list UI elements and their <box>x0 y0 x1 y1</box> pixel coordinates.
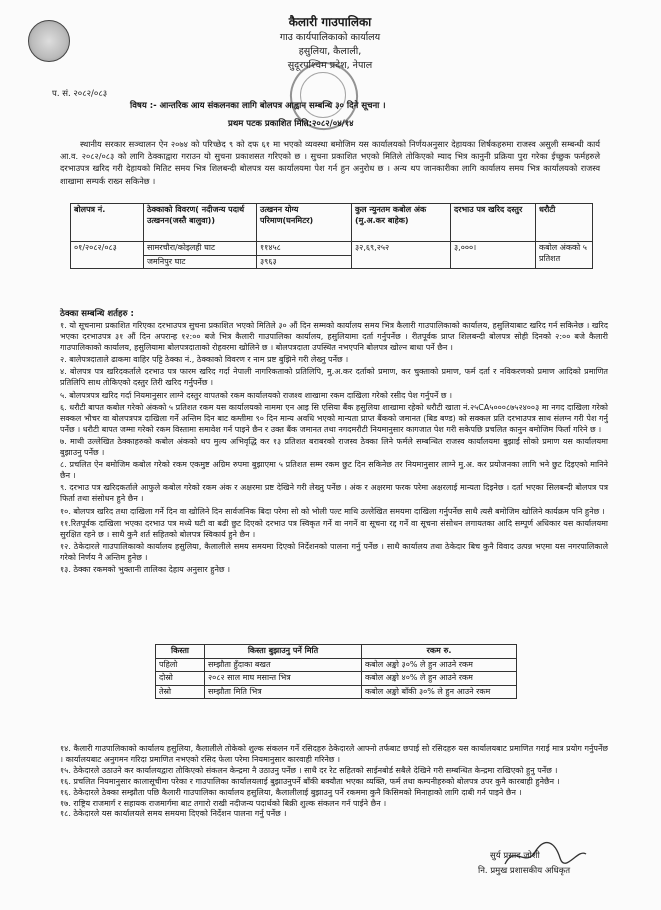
table-row <box>156 658 517 672</box>
header-cell: किस्ता <box>156 645 205 659</box>
installment-table-header <box>156 645 517 659</box>
condition-item: ४. बोलपत्र पत्र खरिदकर्ताले दरभाउ पत्र फारम खरिद गर्दा नेपाली नागरिकताको प्रतिलिपि, मु.अ.कर दर्ताको प्रमाण, कर चुक्ताको प्रमाण, फर्म दर्ता र नविकरणको प्रमाण आदिको प्रमाणित प्रतिलिपि साथ तोकिएको दस्तुर तिरी खरिद गर्नुपर्नेछ । <box>60 367 608 388</box>
header-cell: कुल न्युनतम कबोल अंक (मु.अ.कर बाहेक) <box>352 204 451 242</box>
office-name: गाउ कार्यपालिकाको कार्यालय <box>279 32 381 43</box>
condition-item: १. यो सूचनामा प्रकाशित गरिएका दरभाउपत्र सुचना प्रकाशित भएको मितिले ३० औं दिन सम्मको कार्यालय समय भित्र कैलारी गाउपालिकाको कार्यालय, हसुलियाबाट खरिद गर्न सकिनेछ । खरिद भएका दरभाउपत्र ३१ औं दिन अपरान्ह १२:०० बजे भित्र कैलारी गाउपालिका कार्यालय, हसुलियामा दर्ता गर्नुपर्नेछ । रीतपूर्वक प्राप्त शिलबन्दी बोलपत्र सोही दिनको २:०० बजे कैलारी गाउपालिकाको कार्यालय, हसुलियामा बोलपत्रदाताको रोहवरमा खोलिने छ । बोलपत्रदाता उपस्थित नभएपनि बोलपत्र खोल्न बाधा पर्ने छैन । <box>60 321 608 353</box>
date-cell: सम्झौता हुँदाका बखत <box>205 658 362 672</box>
condition-item: १८. ठेकेदारले यस कार्यालयले समय समयमा दिएको निर्देशन पालना गर्नु पर्नेछ । <box>60 809 287 819</box>
address-line-2: सुदूरपश्चिम प्रदेश, नेपाल <box>287 60 373 71</box>
table-row <box>71 242 593 256</box>
reference-number: प. सं. २०८२/०८३ <box>52 89 108 99</box>
conditions-heading: ठेक्का सम्बन्धि शर्तहरु : <box>60 309 134 319</box>
amount-cell: कबोल अङ्को ४०% ले हुन आउने रकम <box>362 672 517 686</box>
condition-item: ६. धरौटी बापत कबोल गरेको अंकको ५ प्रतिशत रकम यस कार्यालयको नाममा एन आइ सि एसिया बैंक हसुलिया शाखामा रहेको धरौटी खाता नं.२५CA५०००८७५२४००३ मा नगद दाखिला गरेको सक्कल भौचर वा बोलपत्रपत्र दाखिला गर्ने अन्तिम दिन बाट कम्तीमा ९० दिन मान्य अवधि भएको मान्यता प्राप्त बैंकको जमानत (बिड बण्ड) को सक्कल प्रति दरभाउपत्र साथ संलग्न गरी पेश गर्नु पर्नेछ । धरौटी बापत जम्मा गरेको रकम विस्तामा समावेश गर्न पाइने छैन र उक्त बैंक जमानत तथा नगदमरौटी नियमानुसार कागजात पेश गरी सकेपछि प्रचलित कानुन बमोजिम फिर्ता गरिने छ । <box>60 402 608 434</box>
bid-table-header <box>71 204 593 242</box>
header-cell: रकम रु. <box>362 645 517 659</box>
header-cell: दरभाउ पत्र खरिद दस्तुर <box>451 204 536 242</box>
amount-cell: कबोल अङ्को बाँकी ३०% ले हुन आउने रकम <box>362 685 517 699</box>
site-cell: सामरचौरा/कोइलही घाट <box>144 242 257 256</box>
condition-item: ५. बोलपत्रपत्र खरिद गर्दा नियमानुसार लाग्ने दस्तुर वापतको रकम कार्यालयको राजश्व शाखामा रकम दाखिला गरेको रसीद पेश गर्नुपर्ने छ । <box>60 390 453 400</box>
condition-item: १४. कैलारी गाउपालिकाको कार्यालय हसुलिया, कैलालीले तोकेको शुल्क संकलन गर्ने रसिदहरु ठेकेदारले आफ्नो तर्फबाट छपाई सो रसिदहरु यस कार्यालयबाट प्रमाणित गराई मात्र प्रयोग गर्नुपर्नेछ । कार्यालयबाट अनुगमन गरिदा प्रमाणित नभएको रसिद फेला परेमा नियमानुसार कारवाही गरिनेछ । <box>60 744 608 764</box>
publication-date: प्रथम पटक प्रकाशित मिति:२०८२/०४/१४ <box>228 119 354 129</box>
header-cell: ठेक्काको विवरण( नदीजन्य पदार्थ उत्खनन(जस्तै बालुवा)) <box>144 204 257 242</box>
table-row <box>156 685 517 699</box>
condition-item: १७. राष्ट्रिय राजमार्ग र सहायक राजमार्गमा बाट तगारो राखी नदीजन्य पदार्थको बिक्री शुल्क संकलन गर्न पाईने छैन । <box>60 798 387 808</box>
site-cell: जमनिपुर घाट <box>144 255 257 269</box>
installment-cell: पहिलो <box>156 658 205 672</box>
conditions-list <box>60 320 608 576</box>
installment-table <box>155 644 517 699</box>
condition-item: १०. बोलपत्र खरिद तथा दाखिला गर्ने दिन वा खोलिने दिन सार्वजनिक बिदा परेमा सो को भोली पल्ट माथि उल्लेखित समयमा दाखिला गर्नुपर्नेछ साथै त्यसै बमोजिम खोलिने कार्यक्रम पनि हुनेछ । <box>60 506 605 516</box>
header-cell: उत्खनन योग्य परिमाण(घनमिटर) <box>257 204 352 242</box>
signatory-title: नि. प्रमुख प्रशासकीय अधिकृत <box>478 866 571 876</box>
additional-conditions <box>60 744 608 820</box>
government-emblem-icon <box>28 20 70 62</box>
header-cell: बोलपत्र नं. <box>71 204 144 242</box>
condition-item: ११.रितपूर्वक दाखिला भएका दरभाउ पत्र मध्ये घटी वा बढी छुट दिएको दरभाउ पत्र स्विकृत गर्ने वा नगर्ने वा सूचना रद्द गर्ने वा सूचना संसोधन लगायतका आदि सम्पूर्ण अधिकार यस कार्यालयमा सुरक्षित रहने छ । साथै कुनै शर्त सहितको बोलपत्र स्विकार्य हुने छैन । <box>60 518 608 539</box>
deposit-cell: कबोल अंकको ५ प्रतिशत <box>536 242 593 269</box>
signatory-name: सुर्य प्रसाद जोशी <box>490 851 540 861</box>
bid-table <box>70 203 593 269</box>
installment-cell: दोस्रो <box>156 672 205 686</box>
condition-item: ८. प्रचलित ऐन बमोजिम कबोल गरेको रकम एकमुष्ट अग्रिम रुपमा बुझाएमा ५ प्रतिशत सम्म रकम छुट दिन सकिनेछ तर नियमानुसार लाग्ने मु.अ. कर प्रयोजनका लागि भने छुट दिइएको मानिने छैन । <box>60 460 608 481</box>
condition-item: २. बालेपत्रदाताले ढाकमा वाहिर पट्टि ठेक्का नं., ठेक्काको विवरण र नाम प्रष्ट बुझिने गरी लेख्नु पर्नेछ । <box>60 355 349 365</box>
address-line-1: हसुलिया, कैलाली, <box>298 46 362 57</box>
condition-item: १२. ठेकेदारले गाउपालिकाको कार्यालय हसुलिया, कैलालीले समय समयमा दिएको निर्देशनको पालना गर्नु पर्नेछ । साथै कार्यालय तथा ठेकेदार बिच कुनै विवाद उत्पन्न भएमा यस नगरपालिकाले गरेको निर्णय नै अन्तिम हुनेछ । <box>60 541 608 562</box>
installment-cell: तेस्रो <box>156 685 205 699</box>
header-cell: किस्ता बुझाउनु पर्ने मिति <box>205 645 362 659</box>
header-cell: धरौटी <box>536 204 593 242</box>
condition-item: ७. माथी उल्लेखित ठेक्काहरुको कबोल अंकको थप मुल्य अभिवृद्धि कर १३ प्रतिशत बराबरको राजस्व ठेक्का लिने फर्मले सम्बन्धित राजस्व कार्यालयमा बुझाई सोको प्रमाण यस कार्यालयमा बुझाउनु पर्नेछ । <box>60 436 608 458</box>
condition-item: १३. ठेक्का रकमको भुक्तानी तालिका देहाय अनुसार हुनेछ । <box>60 564 231 574</box>
amount-cell: कबोल अङ्को ३०% ले हुन आउने रकम <box>362 658 517 672</box>
date-cell: सम्झौता मिति भित्र <box>205 685 362 699</box>
bid-number-cell: ०१/२०८२/०८३ <box>71 242 144 269</box>
office-stamp-inner-icon <box>300 72 346 118</box>
condition-item: १६. प्रचलित नियमानुसार कालासूचीमा परेका र गाउपालिका कार्यालयलाई बुझाउनुपर्ने बाँकी बक्यौता भएका व्यक्ति, फर्म तथा कम्पनीहरुको बोलपत्र उपर कुनै कारबाही हुनेछैन । <box>60 776 560 786</box>
intro-paragraph: स्थानीय सरकार सञ्चालन ऐन २०७४ को परिच्छेद ९ को दफ ६१ मा भएको व्यवस्था बमोजिम यस कार्यालयको निर्णयअनुसार देहायका शिर्षकहरुमा राजस्व असुली सम्बन्धी कार्य आ.व. २०८२/०८३ को लागि ठेक्काद्वारा गराउन यो सुचना प्रकाशसत गरिएको छ । सुचना प्रकाशित भएको मितिले तोकिएको म्याद भित्र कानुनी प्रक्रिया पुरा गरेका ईच्छुक फर्महरुले दरभाउपत्र खरिद गरी देहायको मितिट समय भित्र शिलबन्दी बोलपत्र यस कार्यालयमा पेश गर्न हुन अनुरोध छ । अन्य थप जानकारीका लागि कार्यालय समय भित्र कार्यालयको राजस्व शाखामा सम्पर्क राख्न सकिनेछ । <box>60 139 600 186</box>
amount-cell: ३२,६९,२५२ <box>352 242 451 269</box>
date-cell: २०८२ साल माघ मसान्त भित्र <box>205 672 362 686</box>
subject-line: विषय :- आन्तरिक आय संकलनका लागि बोलपत्र आह्वान सम्बन्धि ३० दिने सूचना । <box>130 101 386 111</box>
quantity-cell: ३९६३ <box>257 255 352 269</box>
quantity-cell: ११४५८ <box>257 242 352 256</box>
condition-item: ९. दरभाउ पत्र खरिदकर्ताले आफुले कबोल गरेको रकम अंक र अक्षरमा प्रष्ट देखिने गरी लेख्नु पर्नेछ । अंक र अक्षरमा फरक परेमा अक्षरलाई मान्यता दिइनेछ । दर्ता भएका सिलबन्दी बोलपत्र पत्र फिर्ता तथा संसोधन हुने छैन । <box>60 483 608 504</box>
org-name: कैलारी गाउपालिका <box>288 15 372 29</box>
condition-item: १६. ठेकेदारले ठेक्का सम्झौता पछि कैलारी गाउपालिका कार्यालय हसुलिया, कैलालीलाई बुझाउनु पर्ने रकममा कुनै किसिमको मिनाहाको लागि दाबी गर्न पाइने छैन । <box>60 787 522 797</box>
condition-item: १५. ठेकेदारले उठाउने कर कार्यालयद्वारा तोकिएको संकलन केन्द्रमा नै उठाउनु पर्नेछ । साथै दर रेट सहितको साईनबोर्ड सबैले देखिने गरी सम्बन्धित केन्द्रमा राखिएको हुनु पर्नेछ । <box>60 765 558 775</box>
fee-cell: ३,०००। <box>451 242 536 269</box>
table-row <box>156 672 517 686</box>
